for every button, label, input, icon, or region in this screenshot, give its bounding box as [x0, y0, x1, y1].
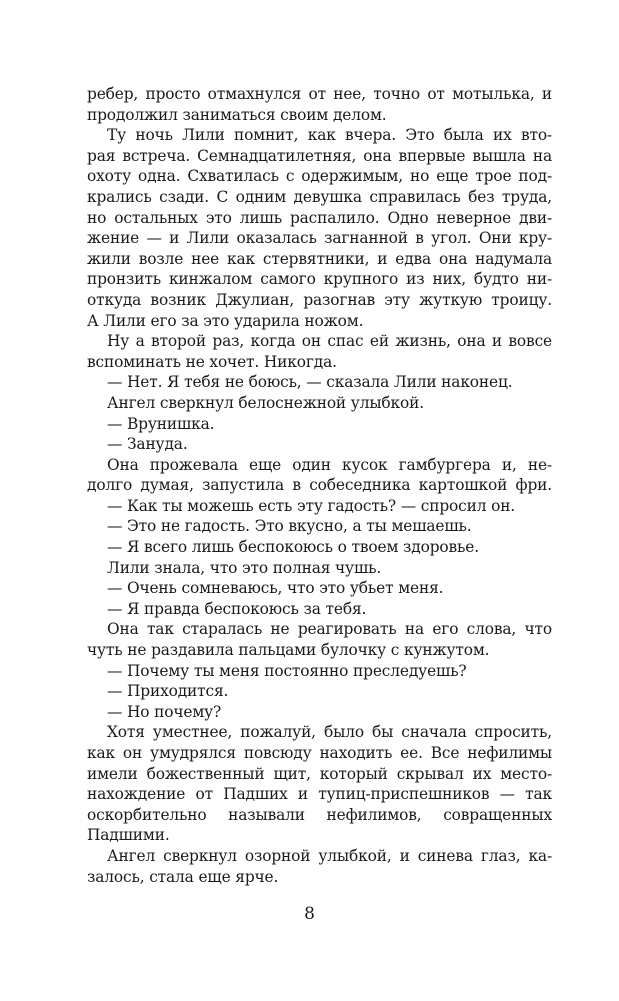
text-line: нахождение от Падших и тупиц-приспешников — так — [87, 785, 552, 804]
text-line: Ту ночь Лили помнит, как вчера. Это была их вто- — [107, 126, 552, 145]
text-line: рая встреча. Семнадцатилетняя, она впервые вышла на — [87, 146, 552, 165]
text-line: — Приходится. — [107, 682, 229, 701]
text-line: — Почему ты меня постоянно преследуешь? — [107, 661, 467, 680]
text-line: — Я правда беспокоюсь за тебя. — [107, 599, 367, 618]
text-line: ребер, просто отмахнулся от нее, точно от мотылька, и — [87, 85, 552, 103]
text-line: охоту одна. Схватилась с одержимым, но еще трое под- — [87, 167, 552, 186]
text-line: Лили знала, что это полная чушь. — [107, 558, 382, 577]
text-line: — Зануда. — [107, 435, 188, 454]
text-line: Хотя уместнее, пожалуй, было бы сначала спросить, — [107, 723, 552, 742]
text-line: — Как ты можешь есть эту гадость? — спросил он. — [107, 496, 516, 515]
text-line: — Это не гадость. Это вкусно, а ты мешаешь. — [107, 517, 472, 536]
text-line: Ну а второй раз, когда он спас ей жизнь, она и вовсе — [107, 332, 552, 351]
text-line: Ангел сверкнул озорной улыбкой, и синева глаз, ка- — [107, 846, 552, 865]
text-line: — Очень сомневаюсь, что это убьет меня. — [107, 579, 444, 598]
page-number: 8 — [304, 904, 315, 924]
text-line: продолжил заниматься своим делом. — [87, 105, 387, 124]
text-line: чуть не раздавила пальцами булочку с кунжутом. — [87, 641, 490, 660]
text-line: имели божественный щит, который скрывал их место- — [87, 764, 552, 783]
text-line: Она прожевала еще один кусок гамбургера и, не- — [107, 455, 552, 474]
text-line: Она так старалась не реагировать на его слова, что — [107, 620, 552, 639]
text-line: — Я всего лишь беспокоюсь о твоем здоровье. — [107, 538, 479, 557]
text-line: — Нет. Я тебя не боюсь, — сказала Лили наконец. — [107, 373, 513, 392]
text-line: оскорбительно называли нефилимов, совращенных — [87, 805, 552, 824]
text-line: откуда возник Джулиан, разогнав эту жуткую троицу. — [87, 290, 552, 309]
text-line: крались сзади. С одним девушка справилась без труда, — [87, 187, 552, 206]
text-line: долго думая, запустила в собеседника картошкой фри. — [87, 476, 552, 495]
text-line: А Лили его за это ударила ножом. — [87, 311, 364, 330]
text-line: вспоминать не хочет. Никогда. — [87, 352, 337, 371]
text-line: Ангел сверкнул белоснежной улыбкой. — [107, 393, 424, 412]
text-line: жили возле нее как стервятники, и едва она надумала — [87, 249, 552, 268]
text-line: как он умудрялся повсюду находить ее. Все нефилимы — [87, 744, 552, 762]
text-line: пронзить кинжалом самого крупного из них, будто ни- — [87, 270, 552, 289]
text-line: — Врунишка. — [107, 414, 215, 433]
body-text — [87, 84, 552, 887]
text-line: жение — и Лили оказалась загнанной в угол. Они кру- — [87, 229, 552, 248]
text-line: — Но почему? — [107, 702, 222, 721]
text-line: залось, стала еще ярче. — [87, 867, 279, 886]
text-line: но остальных это лишь распалило. Одно неверное дви- — [87, 208, 552, 227]
text-line: Падшими. — [87, 826, 170, 845]
